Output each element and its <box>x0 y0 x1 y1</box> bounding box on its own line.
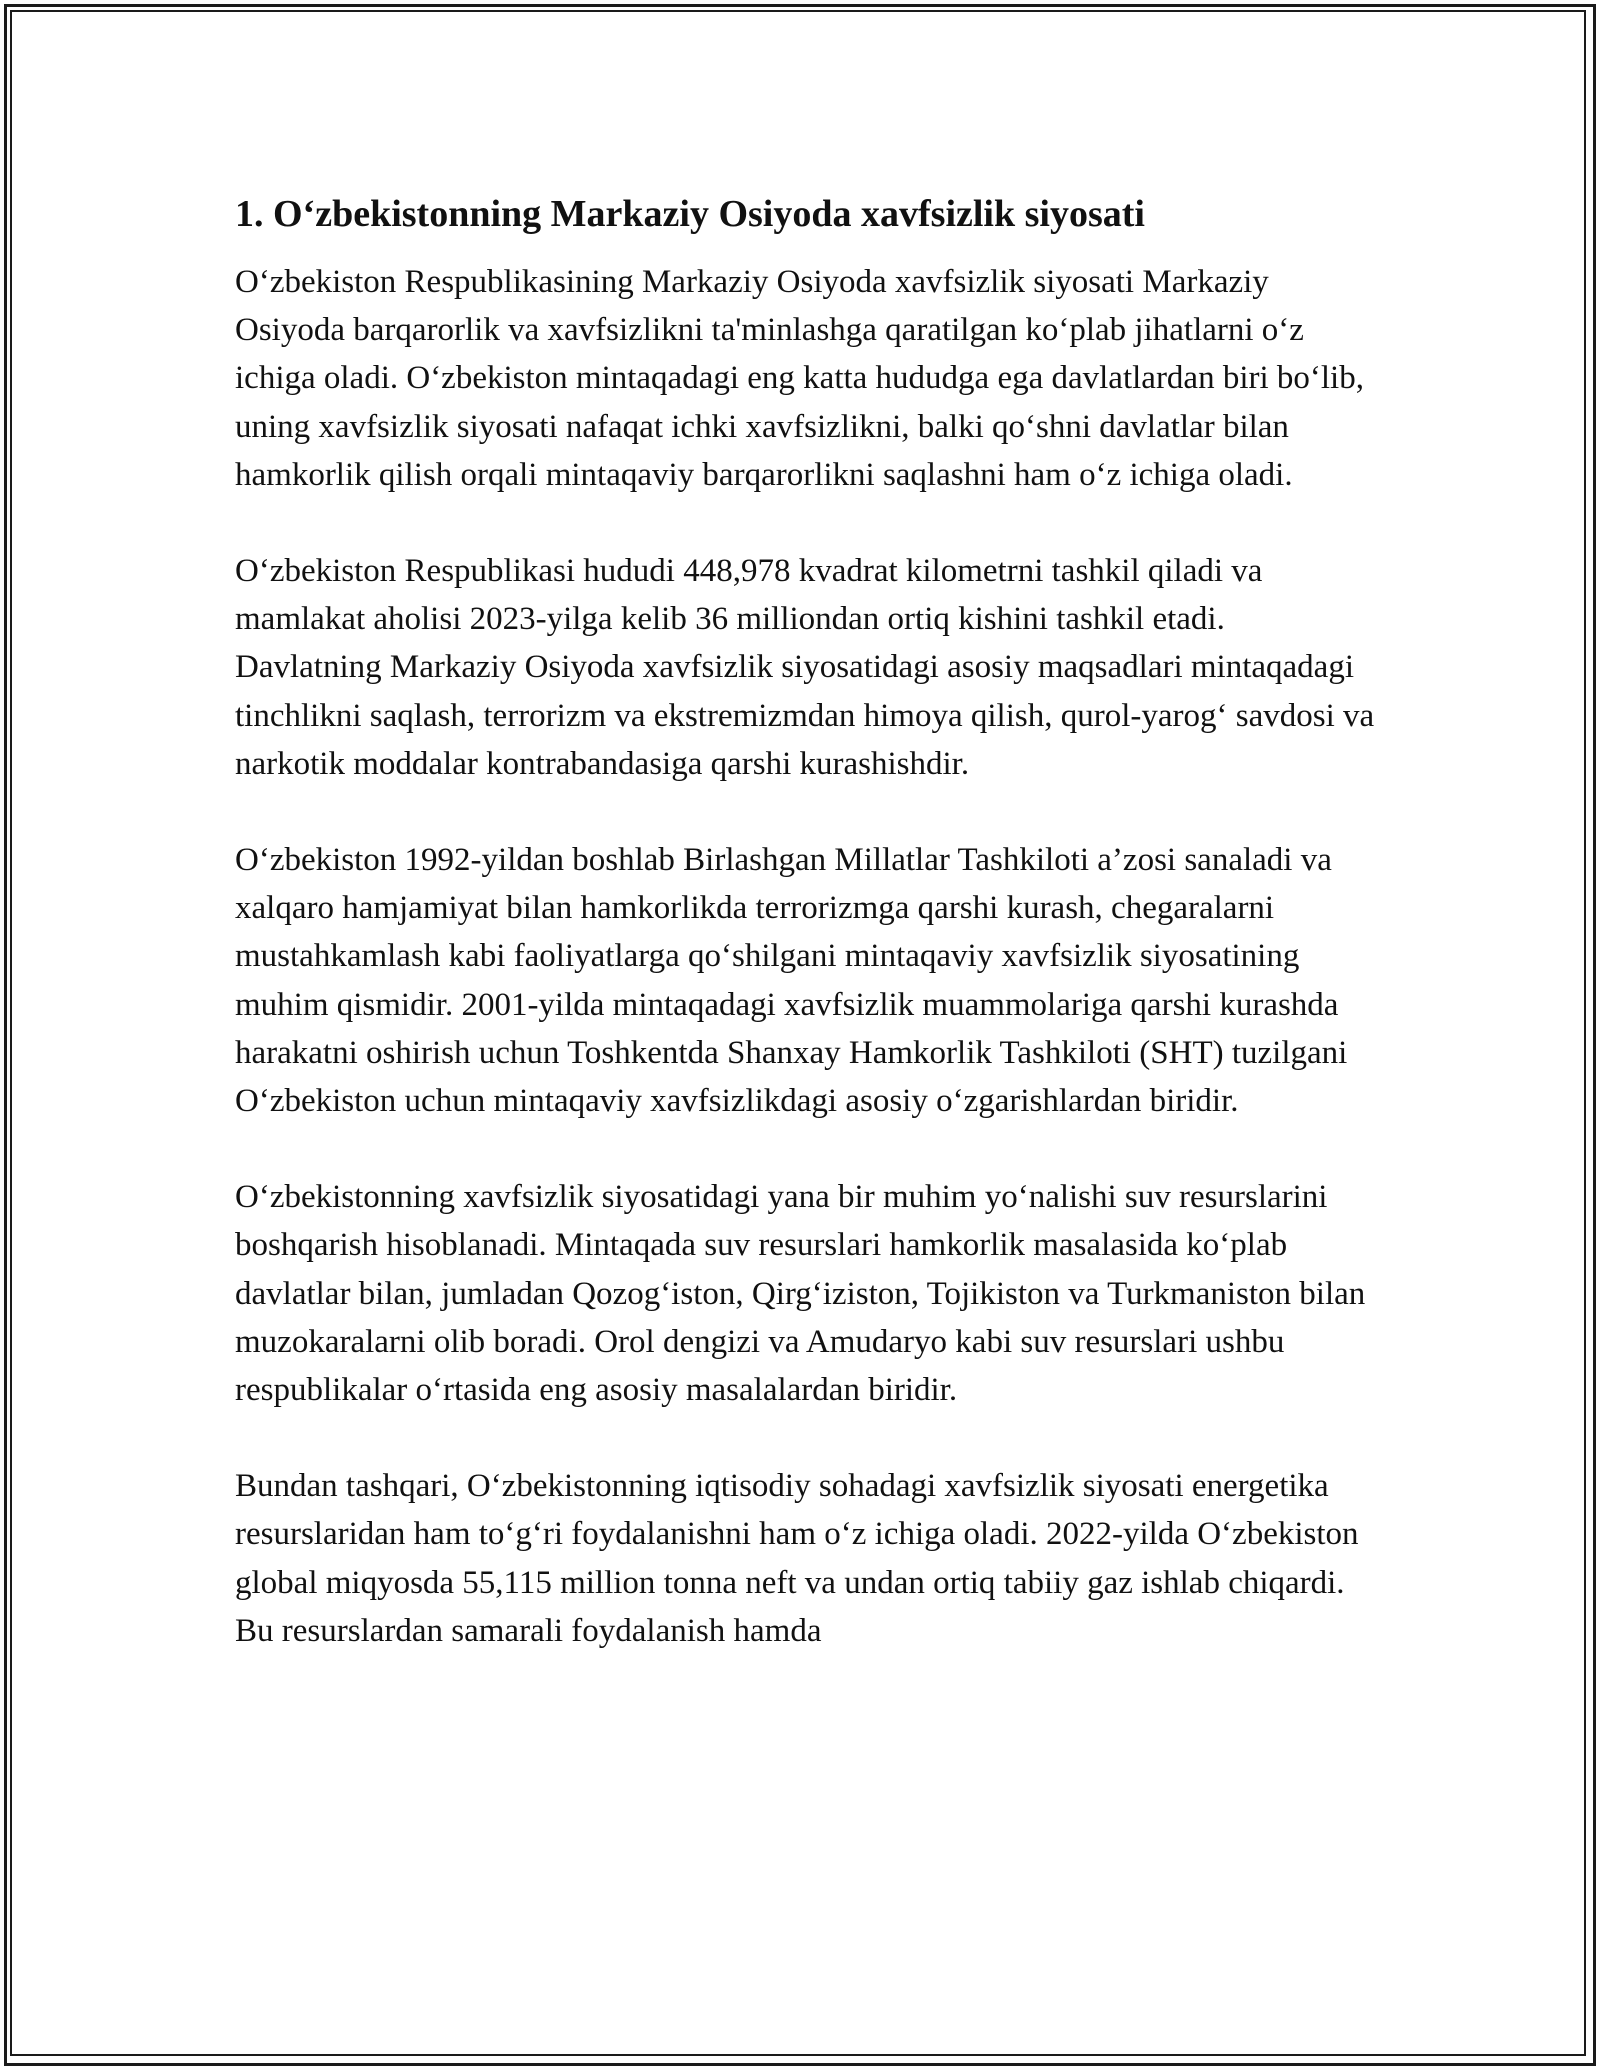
section-title: 1. O‘zbekistonning Markaziy Osiyoda xavfsizlik siyosati <box>235 193 1145 235</box>
paragraph-2: O‘zbekiston Respublikasi hududi 448,978 kvadrat kilometrni tashkil qiladi va mamlakat aholisi 2023-yilga kelib 36 milliondan ortiq kishini tashkil etadi. Davlatning Markaziy Osiyoda xavfsizlik siyosatidagi asosiy maqsadlari mintaqadagi tinchlikni saqlash, terrorizm va ekstremizmdan himoya qilish, qurol-yarog‘ savdosi va narkotik moddalar kontrabandasiga qarshi kurashishdir. <box>235 553 1375 782</box>
paragraph-4: O‘zbekistonning xavfsizlik siyosatidagi yana bir muhim yo‘nalishi suv resurslarini boshqarish hisoblanadi. Mintaqada suv resurslari hamkorlik masalasida ko‘plab davlatlar bilan, jumladan Qozog‘iston, Qirg‘iziston, Tojikiston va Turkmaniston bilan muzokaralarni olib boradi. Orol dengizi va Amudaryo kabi suv resurslari ushbu respublikalar o‘rtasida eng asosiy masalalardan biridir. <box>235 1179 1366 1409</box>
document-body <box>235 188 1375 1655</box>
paragraph-3: O‘zbekiston 1992-yildan boshlab Birlashgan Millatlar Tashkiloti a’zosi sanaladi va xalqaro hamjamiyat bilan hamkorlikda terrorizmga qarshi kurash, chegaralarni mustahkamlash kabi faoliyatlarga qo‘shilgani mintaqaviy xavfsizlik siyosatining muhim qismidir. 2001-yilda mintaqadagi xavfsizlik muammolariga qarshi kurashda harakatni oshirish uchun Toshkentda Shanxay Hamkorlik Tashkiloti (SHT) tuzilgani O‘zbekiston uchun mintaqaviy xavfsizlikdagi asosiy o‘zgarishlardan biridir. <box>235 842 1348 1120</box>
paragraph-5: Bundan tashqari, O‘zbekistonning iqtisodiy sohadagi xavfsizlik siyosati energetika resurslaridan ham to‘g‘ri foydalanishni ham o‘z ichiga oladi. 2022-yilda O‘zbekiston global miqyosda 55,115 million tonna neft va undan ortiq tabiiy gaz ishlab chiqardi. Bu resurslardan samarali foydalanish hamda <box>235 1468 1359 1649</box>
paragraph-1: O‘zbekiston Respublikasining Markaziy Osiyoda xavfsizlik siyosati Markaziy Osiyoda barqarorlik va xavfsizlikni ta'minlashga qaratilgan ko‘plab jihatlarni o‘z ichiga oladi. O‘zbekiston mintaqadagi eng katta hududga ega davlatlardan biri bo‘lib, uning xavfsizlik siyosati nafaqat ichki xavfsizlikni, balki qo‘shni davlatlar bilan hamkorlik qilish orqali mintaqaviy barqarorlikni saqlashni ham o‘z ichiga oladi. <box>235 264 1364 493</box>
